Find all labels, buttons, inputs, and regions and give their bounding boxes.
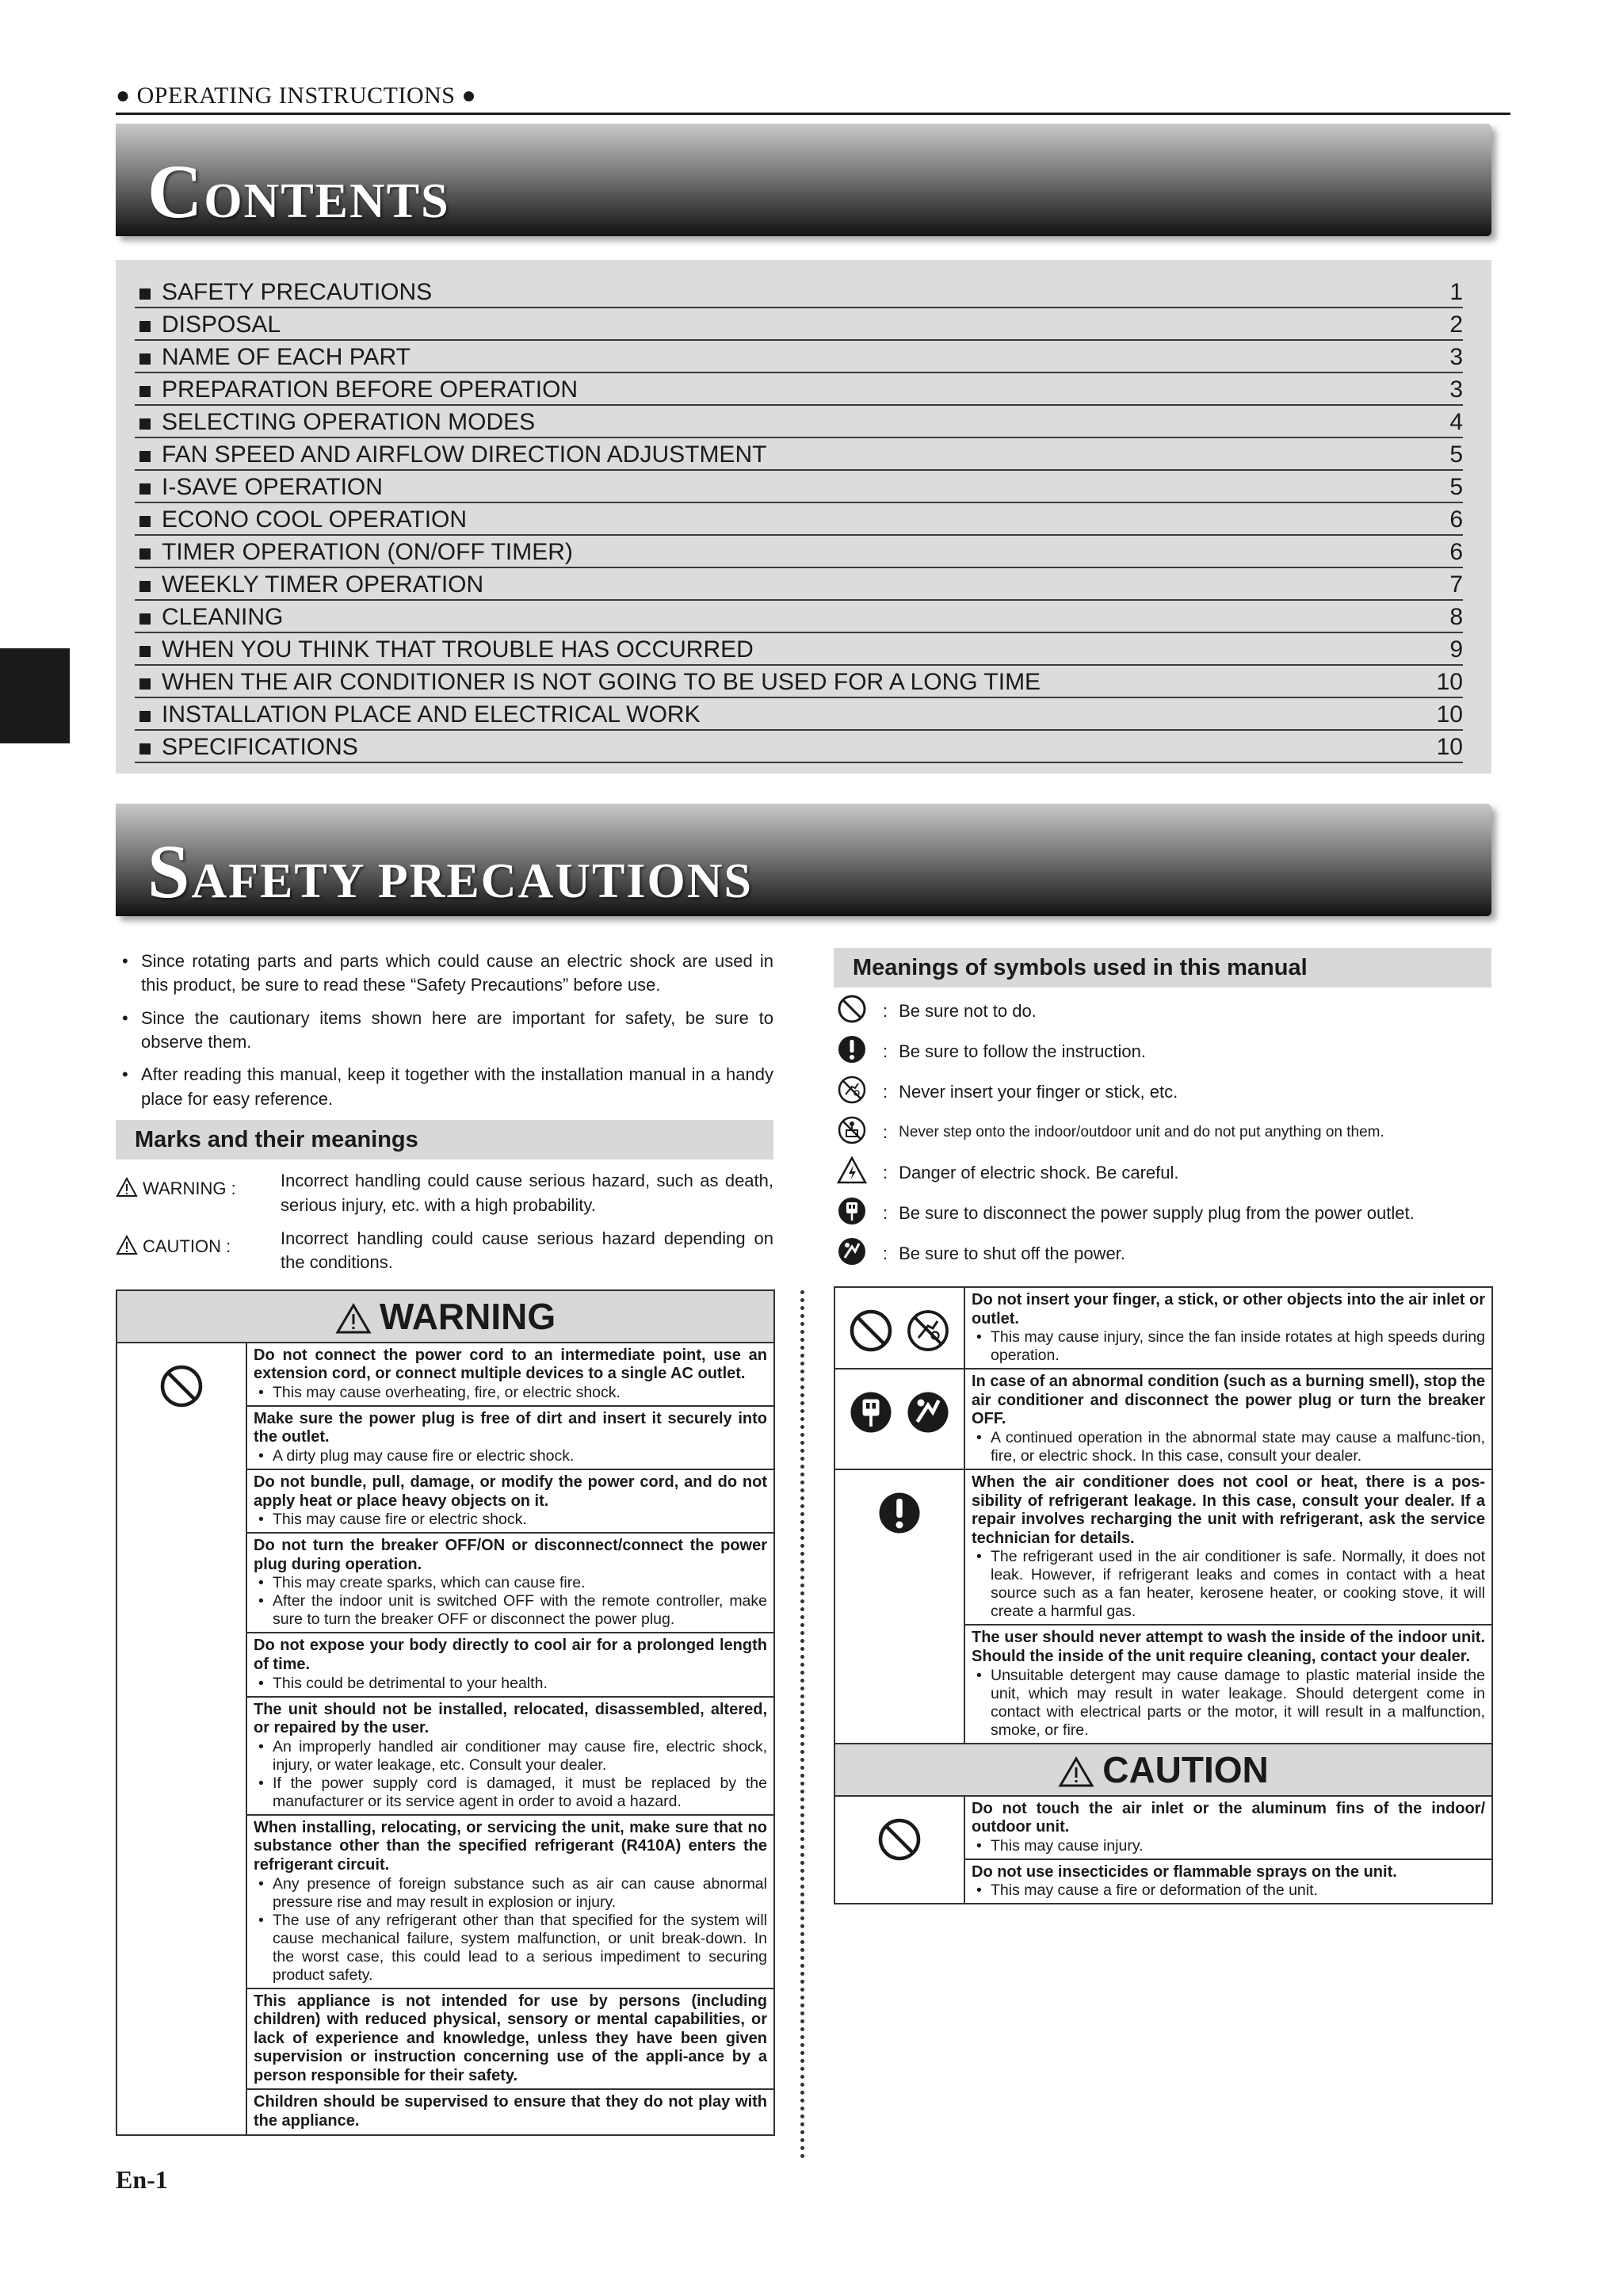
precaution-note: • This may cause overheating, fire, or electric shock. [254,1384,767,1402]
symbol-row [834,1193,1491,1233]
no-step-icon [836,1114,868,1151]
precaution-note: • This may cause injury, since the fan inside rotates at high speeds during operation. [972,1328,1485,1365]
table-of-contents [116,260,1491,774]
column-separator [800,1290,804,2159]
symbol-meaning: Never insert your finger or stick, etc. [899,1081,1178,1102]
precaution-item [246,1469,774,1533]
caution-mark-label: CAUTION : [143,1236,231,1256]
symbol-icon-wrap [834,1114,870,1151]
toc-row [135,666,1463,698]
toc-bullet [139,483,151,495]
precaution-note: • This could be detrimental to your health. [254,1675,767,1693]
symbol-colon: : [883,1162,888,1182]
icon-cell [834,1469,964,1744]
precaution-note: • This may cause fire or electric shock. [254,1511,767,1529]
toc-label: WHEN YOU THINK THAT TROUBLE HAS OCCURRED [162,636,754,663]
symbol-colon: : [883,1202,888,1223]
precaution-item [246,1406,774,1469]
caution-mark-desc: Incorrect handling could cause serious hazard depending on the conditions. [281,1228,773,1273]
toc-page-number: 10 [1436,734,1463,760]
toc-bullet [139,353,151,365]
electric-shock-icon [836,1155,868,1191]
precaution-statement: Do not insert your finger, a stick, or other objects into the air inlet or outlet. [972,1291,1485,1328]
warning-row [834,1369,1492,1469]
precaution-item [246,1988,774,2090]
precaution-note: • If the power supply cord is damaged, it must be replaced by the manufacturer or its service agent in order to avoid a hazard. [254,1775,767,1811]
toc-bullet [139,581,151,592]
precaution-note: • Unsuitable detergent may cause damage to plastic material inside the unit, which may result in water leakage. Should detergent come in contact with electrical parts or the motor, it will result in a malfunction, smoke, or fire. [972,1667,1485,1740]
precaution-note: • A dirty plug may cause fire or electric shock. [254,1447,767,1465]
no-finger-icon [904,1344,952,1358]
side-tab-marker [0,648,70,743]
warning-mark-label: WARNING : [143,1179,236,1199]
intro-bullet: • Since rotating parts and parts which could cause an electric shock are used in this product, be sure to read these “Safety Precautions” before use. [116,949,773,998]
toc-row [135,698,1463,731]
symbol-icon-wrap [834,1074,870,1110]
precaution-item [246,1815,774,1988]
symbol-meaning: Be sure to shut off the power. [899,1243,1125,1263]
warning-mark-desc: Incorrect handling could cause serious hazard, such as death, serious injury, etc. with a high probability. [281,1171,773,1215]
toc-page-number: 10 [1436,701,1463,728]
precaution-item [246,1343,774,1406]
warning-triangle-icon [116,1177,138,1198]
icon-cell [116,1343,246,2135]
toc-row [135,308,1463,341]
warning-row [834,1287,1492,1369]
toc-bullet [139,711,151,722]
icon-cell [834,1796,964,1904]
unplug-icon [836,1195,868,1232]
symbol-icon-wrap [834,1033,870,1070]
toc-bullet [139,386,151,397]
precaution-note: • This may create sparks, which can cause fire. [254,1574,767,1592]
toc-bullet [139,418,151,430]
right-column [834,948,1491,1904]
toc-bullet [139,613,151,625]
power-off-icon [836,1236,868,1272]
toc-label: SELECTING OPERATION MODES [162,409,536,435]
symbol-colon: : [883,1041,888,1061]
toc-page-number: 3 [1449,376,1463,403]
symbol-row [834,991,1491,1031]
precaution-note: • A continued operation in the abnormal state may cause a malfunc-tion, fire, or electric shock. In this case, consult your dealer. [972,1429,1485,1465]
toc-bullet [139,646,151,657]
precaution-note: • An improperly handled air conditioner may cause fire, electric shock, injury, or water leakage, etc. Consult your dealer. [254,1738,767,1775]
symbol-meaning: Be sure to follow the instruction. [899,1041,1146,1061]
symbol-meaning: Be sure not to do. [899,1000,1037,1021]
warning-header-icon [335,1303,372,1335]
precaution-statement: Do not expose your body directly to cool air for a prolonged length of time. [254,1637,767,1673]
caution-header-icon [1058,1756,1094,1788]
symbol-row [834,1031,1491,1072]
precaution-item [964,1369,1492,1469]
precaution-statement: When the air conditioner does not cool or heat, there is a pos-sibility of refrigerant leakage. In this case, consult your dealer. If a repair involves recharging the unit with refrigerant, ask the service technician for details. [972,1473,1485,1547]
toc-bullet [139,548,151,560]
toc-label: WHEN THE AIR CONDITIONER IS NOT GOING TO BE USED FOR A LONG TIME [162,669,1041,695]
toc-row [135,601,1463,633]
toc-row [135,536,1463,568]
left-column [116,949,773,2136]
caution-triangle-icon [116,1235,138,1255]
precaution-statement: The user should never attempt to wash the inside of the indoor unit. Should the inside of the unit require cleaning, contact your dealer. [972,1629,1485,1665]
toc-bullet [139,678,151,690]
symbol-colon: : [883,1081,888,1102]
precaution-note: • The use of any refrigerant other than that specified for the system will cause mechanical failure, system malfunction, or unit break-down. In the worst case, this could lead to a serious impediment to securing product safety. [254,1912,767,1985]
toc-row [135,568,1463,601]
symbol-row [834,1072,1491,1112]
symbol-row [834,1152,1491,1193]
caution-mark-row [116,1227,773,1275]
precaution-note: • Any presence of foreign substance such as air can cause abnormal pressure rise and may result in explosion or injury. [254,1875,767,1912]
caution-row [834,1796,1492,1859]
precaution-item [246,1697,774,1815]
symbol-icon-wrap [834,1155,870,1191]
toc-label: CLEANING [162,604,284,630]
prohibition-icon [836,993,868,1030]
symbol-row [834,1112,1491,1152]
warning-row [834,1469,1492,1625]
prohibition-icon [876,1853,923,1866]
warning-table-continued [834,1286,1493,1904]
toc-page-number: 3 [1449,344,1463,370]
mandatory-icon [876,1526,923,1540]
symbol-meaning: Danger of electric shock. Be careful. [899,1162,1179,1182]
toc-label: INSTALLATION PLACE AND ELECTRICAL WORK [162,701,701,728]
contents-banner [116,124,1491,236]
toc-page-number: 7 [1449,571,1463,598]
safety-banner [116,804,1491,916]
caution-table-header: CAUTION [834,1744,1492,1796]
precaution-item [964,1625,1492,1743]
toc-page-number: 4 [1449,409,1463,435]
toc-page-number: 2 [1449,311,1463,338]
toc-row [135,276,1463,308]
power-off-icon [904,1426,952,1439]
symbol-meaning: Be sure to disconnect the power supply plug from the power outlet. [899,1202,1415,1223]
toc-row [135,341,1463,373]
no-finger-icon [836,1074,868,1110]
safety-title: SAFETY PRECAUTIONS [147,829,754,914]
precaution-statement: Do not connect the power cord to an intermediate point, use an extension cord, or connect multiple devices to a single AC outlet. [254,1346,767,1383]
icon-cell [834,1287,964,1369]
toc-label: ECONO COOL OPERATION [162,506,468,533]
toc-label: SAFETY PRECAUTIONS [162,279,433,305]
intro-bullet: • After reading this manual, keep it together with the installation manual in a handy place for easy reference. [116,1063,773,1111]
toc-label: SPECIFICATIONS [162,734,358,760]
precaution-statement: In case of an abnormal condition (such as a burning smell), stop the air conditioner and disconnect the power plug or turn the breaker OFF. [972,1373,1485,1428]
prohibition-icon [158,1400,205,1413]
toc-page-number: 1 [1449,279,1463,305]
toc-label: TIMER OPERATION (ON/OFF TIMER) [162,539,573,565]
toc-row [135,633,1463,666]
contents-title: CONTENTS [147,149,450,234]
precaution-statement: Do not turn the breaker OFF/ON or disconnect/connect the power plug during operation. [254,1537,767,1573]
precaution-statement: Do not bundle, pull, damage, or modify the power cord, and do not apply heat or place heavy objects on it. [254,1473,767,1510]
toc-label: I-SAVE OPERATION [162,474,383,500]
page-number: En-1 [116,2165,168,2194]
toc-page-number: 8 [1449,604,1463,630]
precaution-item [964,1287,1492,1369]
warning-row [116,1343,774,1406]
symbols-heading: Meanings of symbols used in this manual [834,948,1491,988]
toc-label: DISPOSAL [162,311,281,338]
precaution-statement: Children should be supervised to ensure that they do not play with the appliance. [254,2093,767,2130]
icon-cell [834,1369,964,1469]
toc-row [135,438,1463,471]
precaution-item [964,1469,1492,1625]
header-rule [116,113,1510,115]
toc-row [135,471,1463,503]
intro-list [116,949,773,1111]
toc-page-number: 10 [1436,669,1463,695]
toc-row [135,406,1463,438]
precaution-statement: Do not use insecticides or flammable sprays on the unit. [972,1862,1397,1881]
warning-mark-row [116,1169,773,1217]
symbol-icon-wrap [834,1195,870,1232]
toc-row [135,373,1463,406]
precaution-note: • The refrigerant used in the air conditioner is safe. Normally, it does not leak. However, if refrigerant leaks and comes in contact with a heat source such as a fan heater, kerosene heater, or cooking stove, it will create a harmful gas. [972,1548,1485,1621]
toc-row [135,731,1463,763]
toc-label: FAN SPEED AND AIRFLOW DIRECTION ADJUSTMENT [162,441,767,468]
toc-list [135,276,1463,763]
toc-label: WEEKLY TIMER OPERATION [162,571,484,598]
precaution-statement: The unit should not be installed, relocated, disassembled, altered, or repaired by the user. [254,1700,767,1737]
precaution-statement: Make sure the power plug is free of dirt and insert it securely into the outlet. [254,1409,767,1446]
warning-table [116,1289,775,2136]
symbol-colon: : [883,1000,888,1021]
toc-page-number: 5 [1449,474,1463,500]
toc-page-number: 6 [1449,539,1463,565]
running-header: ● OPERATING INSTRUCTIONS ● [116,82,477,109]
unplug-icon [847,1426,895,1439]
marks-section [116,1169,773,1274]
precaution-item [964,1796,1492,1859]
mandatory-icon [836,1033,868,1070]
prohibition-icon [847,1344,895,1358]
symbol-icon-wrap [834,993,870,1030]
toc-bullet [139,516,151,527]
precaution-item [246,1633,774,1696]
symbol-row [834,1233,1491,1274]
toc-page-number: 9 [1449,636,1463,663]
precaution-statement: This appliance is not intended for use by persons (including children) with reduced physical, sensory or mental capabilities, or lack of experience and knowledge, unless they have been given supervision or instruction concerning use of the appli-ance by a person responsible for their safety. [254,1992,767,2084]
precaution-item [246,1533,774,1633]
precaution-note: • This may cause a fire or deformation of the unit. [972,1881,1485,1900]
symbol-colon: : [883,1121,888,1142]
toc-page-number: 6 [1449,506,1463,533]
toc-label: PREPARATION BEFORE OPERATION [162,376,579,403]
toc-bullet [139,288,151,300]
symbol-icon-wrap [834,1236,870,1272]
marks-heading: Marks and their meanings [116,1120,773,1159]
precaution-statement: When installing, relocating, or servicing the unit, make sure that no substance other than the specified refrigerant (R410A) enters the refrigerant circuit. [254,1818,767,1874]
precaution-item [964,1859,1492,1904]
toc-bullet [139,743,151,755]
warning-table-header: WARNING [116,1290,774,1343]
symbol-colon: : [883,1243,888,1263]
toc-bullet [139,321,151,332]
precaution-statement: Do not touch the air inlet or the aluminum fins of the indoor/ outdoor unit. [972,1799,1485,1836]
precaution-note: • After the indoor unit is switched OFF with the remote controller, make sure to turn the breaker OFF or disconnect the power plug. [254,1592,767,1629]
precaution-item [246,2089,774,2134]
symbol-list [834,991,1491,1274]
precaution-note: • This may cause injury. [972,1837,1485,1855]
intro-bullet: • Since the cautionary items shown here are important for safety, be sure to observe them. [116,1007,773,1055]
toc-row [135,503,1463,536]
toc-label: NAME OF EACH PART [162,344,411,370]
toc-bullet [139,451,151,462]
symbol-meaning: Never step onto the indoor/outdoor unit and do not put anything on them. [899,1123,1384,1140]
toc-page-number: 5 [1449,441,1463,468]
